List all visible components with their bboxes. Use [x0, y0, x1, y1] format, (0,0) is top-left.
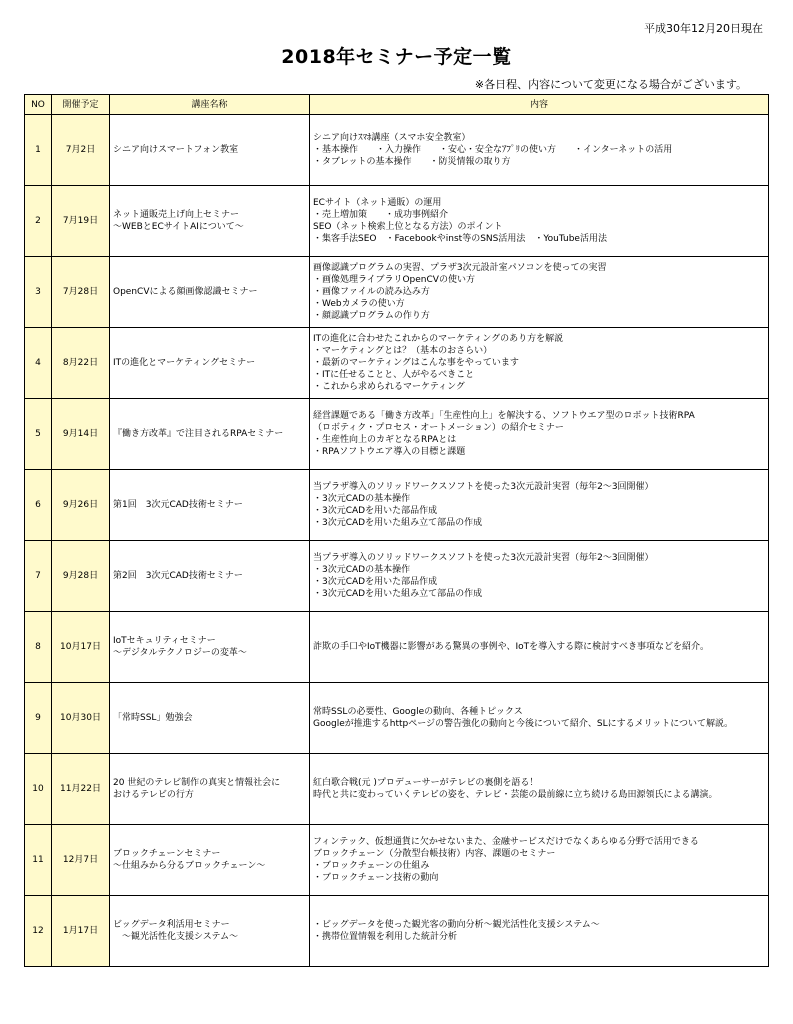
row-content: シニア向けｽﾏﾎ講座（スマホ安全教室） ・基本操作 ・入力操作 ・安心・安全なｱﾌﾟﾘの使い方 ・インターネットの活用 ・タブレットの基本操作 ・防災情報の取り方: [310, 115, 769, 186]
as-of-date: 平成30年12月20日現在: [644, 22, 763, 35]
row-seminar-name: ブロックチェーンセミナー ～仕組みから分るブロックチェーン～: [110, 825, 310, 896]
row-number: 12: [25, 896, 52, 967]
row-seminar-name: 第1回 3次元CAD技術セミナー: [110, 470, 310, 541]
row-date: 10月17日: [52, 612, 110, 683]
table-row: [25, 470, 769, 541]
row-content: 当プラザ導入のソリッドワークスソフトを使った3次元設計実習（毎年2～3回開催） ・3次元CADの基本操作 ・3次元CADを用いた部品作成 ・3次元CADを用いた組み立て部品の作成: [310, 541, 769, 612]
row-content: フィンテック、仮想通貨に欠かせないまた、金融サービスだけでなくあらゆる分野で活用できる ブロックチェーン（分散型台帳技術）内容、課題のセミナー ・ブロックチェーンの仕組み ・ブロックチェーン技術の動向: [310, 825, 769, 896]
header-no: NO: [25, 95, 52, 115]
table-row: [25, 186, 769, 257]
row-date: 9月26日: [52, 470, 110, 541]
row-number: 1: [25, 115, 52, 186]
row-number: 7: [25, 541, 52, 612]
row-date: 7月19日: [52, 186, 110, 257]
row-seminar-name: 第2回 3次元CAD技術セミナー: [110, 541, 310, 612]
table-row: [25, 825, 769, 896]
row-content: 常時SSLの必要性、Googleの動向、各種トピックス Googleが推進するhttpページの警告強化の動向と今後について紹介、SLにするメリットについて解説。: [310, 683, 769, 754]
row-date: 9月28日: [52, 541, 110, 612]
table-row: [25, 754, 769, 825]
table-row: [25, 896, 769, 967]
row-date: 7月28日: [52, 257, 110, 328]
row-seminar-name: OpenCVによる顔画像認識セミナー: [110, 257, 310, 328]
row-content: 画像認識プログラムの実習、プラザ3次元設計室パソコンを使っての実習 ・画像処理ライブラリOpenCVの使い方 ・画像ファイルの読み込み方 ・Webカメラの使い方 ・顔認識プログラムの作り方: [310, 257, 769, 328]
row-number: 2: [25, 186, 52, 257]
table-row: [25, 612, 769, 683]
row-number: 4: [25, 328, 52, 399]
row-content: ITの進化に合わせたこれからのマーケティングのあり方を解説 ・マーケティングとは？（基本のおさらい） ・最新のマーケティングはこんな事をやっています ・ITに任せることと、人がやるべきこと ・これから求められるマーケティング: [310, 328, 769, 399]
row-seminar-name: ITの進化とマーケティングセミナー: [110, 328, 310, 399]
header-content: 内容: [310, 95, 769, 115]
row-date: 1月17日: [52, 896, 110, 967]
row-number: 9: [25, 683, 52, 754]
row-number: 11: [25, 825, 52, 896]
table-row: [25, 328, 769, 399]
row-content: 経営課題である「働き方改革」「生産性向上」を解決する、ソフトウエア型のロボット技術RPA （ロボティク・プロセス・オートメーション）の紹介セミナー ・生産性向上のカギとなるRPAとは ・RPAソフトウエア導入の目標と課題: [310, 399, 769, 470]
row-seminar-name: シニア向けスマートフォン教室: [110, 115, 310, 186]
seminar-table: [24, 94, 769, 967]
row-number: 8: [25, 612, 52, 683]
change-notice: ※各日程、内容について変更になる場合がございます。: [474, 78, 747, 91]
table-body: [25, 115, 769, 967]
row-content: ECサイト（ネット通販）の運用 ・売上増加策 ・成功事例紹介 SEO（ネット検索上位となる方法）のポイント ・集客手法SEO ・Facebookやinst等のSNS活用法 ・YouTube活用法: [310, 186, 769, 257]
table-row: [25, 115, 769, 186]
table-row: [25, 541, 769, 612]
row-date: 10月30日: [52, 683, 110, 754]
table-row: [25, 399, 769, 470]
row-number: 5: [25, 399, 52, 470]
page-title: 2018年セミナー予定一覧: [281, 46, 512, 68]
row-seminar-name: IoTセキュリティセミナー ～デジタルテクノロジーの変革～: [110, 612, 310, 683]
row-date: 12月7日: [52, 825, 110, 896]
row-seminar-name: 『働き方改革』で注目されるRPAセミナー: [110, 399, 310, 470]
row-number: 3: [25, 257, 52, 328]
row-date: 8月22日: [52, 328, 110, 399]
row-date: 11月22日: [52, 754, 110, 825]
row-seminar-name: ネット通販売上げ向上セミナー ～WEBとECサイトAIについて～: [110, 186, 310, 257]
header-name: 講座名称: [110, 95, 310, 115]
table-row: [25, 683, 769, 754]
row-content: 紅白歌合戦(元 )プロデューサーがテレビの裏側を語る！ 時代と共に変わっていくテレビの姿を、テレビ・芸能の最前線に立ち続ける島田源領氏による講演。: [310, 754, 769, 825]
header-date: 開催予定: [52, 95, 110, 115]
row-date: 7月2日: [52, 115, 110, 186]
row-content: ・ビッグデータを使った観光客の動向分析～観光活性化支援システム～ ・携帯位置情報を利用した統計分析: [310, 896, 769, 967]
row-date: 9月14日: [52, 399, 110, 470]
row-seminar-name: ビッグデータ利活用セミナー ～観光活性化支援システム～: [110, 896, 310, 967]
row-number: 6: [25, 470, 52, 541]
row-number: 10: [25, 754, 52, 825]
row-content: 詐欺の手口やIoT機器に影響がある驚異の事例や、IoTを導入する際に検討すべき事項などを紹介。: [310, 612, 769, 683]
row-content: 当プラザ導入のソリッドワークスソフトを使った3次元設計実習（毎年2～3回開催） ・3次元CADの基本操作 ・3次元CADを用いた部品作成 ・3次元CADを用いた組み立て部品の作成: [310, 470, 769, 541]
row-seminar-name: 「常時SSL」勉強会: [110, 683, 310, 754]
table-row: [25, 257, 769, 328]
table-header-row: [25, 95, 769, 115]
row-seminar-name: 20 世紀のテレビ制作の真実と情報社会に おけるテレビの行方: [110, 754, 310, 825]
